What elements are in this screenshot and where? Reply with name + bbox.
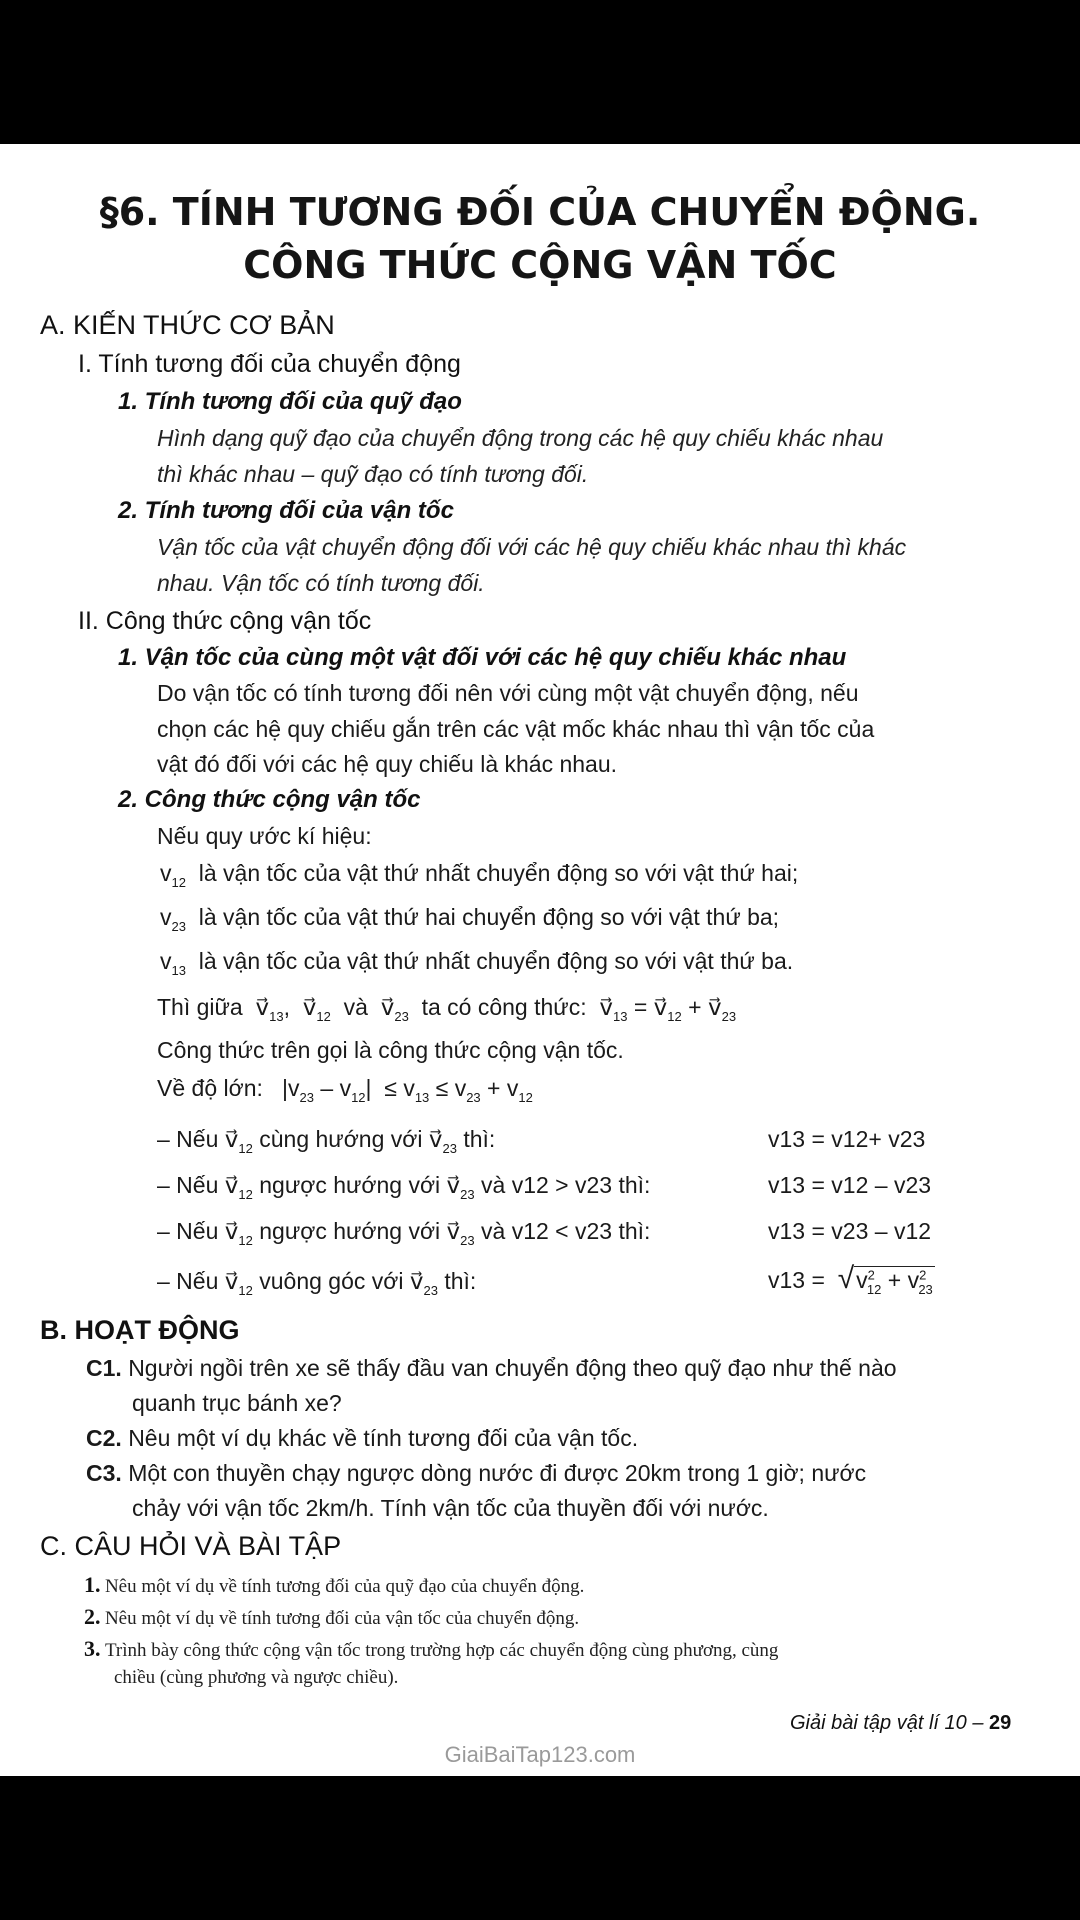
- paragraph-line: Công thức trên gọi là công thức cộng vận tốc.: [157, 1037, 624, 1063]
- section-a-ii-heading: II. Công thức cộng vận tốc: [78, 607, 372, 635]
- section-a-heading: A. KIẾN THỨC CƠ BẢN: [40, 310, 335, 340]
- v12-symbol: $v_{12}$: [160, 860, 186, 890]
- v13-symbol: $v_{13}$: [160, 948, 186, 978]
- case-result: v13 = v12+ v23: [768, 1126, 926, 1152]
- question-2: 2. Nêu một ví dụ về tính tương đối của vận tốc của chuyển động.: [84, 1604, 580, 1629]
- question-3: 3. Trình bày công thức cộng vận tốc trong trường hợp các chuyển động cùng phương, cùng: [84, 1636, 779, 1661]
- subheading-velocity: 2. Tính tương đối của vận tốc: [118, 497, 454, 524]
- paragraph-line: nhau. Vận tốc có tính tương đối.: [157, 570, 485, 596]
- page-number: 29: [989, 1712, 1012, 1734]
- paragraph-line: Vận tốc của vật chuyển động đối với các hệ quy chiếu khác nhau thì khác: [157, 534, 907, 560]
- page-title-line2: CÔNG THỨC CỘNG VẬN TỐC: [243, 243, 837, 287]
- subheading-velocity-addition: 2. Công thức cộng vận tốc: [118, 786, 421, 813]
- paragraph-line: chọn các hệ quy chiếu gắn trên các vật mốc khác nhau thì vận tốc của: [157, 716, 875, 742]
- sqrt-sign-icon: √: [837, 1262, 855, 1295]
- section-a-i-heading: I. Tính tương đối của chuyển động: [78, 350, 461, 378]
- paragraph-line: chiều (cùng phương và ngược chiều).: [114, 1667, 399, 1688]
- notation-v23: $v_{23}$ là vận tốc của vật thứ hai chuyển động so với vật thứ ba;: [160, 904, 780, 934]
- section-c-heading: C. CÂU HỎI VÀ BÀI TẬP: [40, 1531, 342, 1561]
- activity-c3: C3. Một con thuyền chạy ngược dòng nước đi được 20km trong 1 giờ; nước: [86, 1460, 867, 1486]
- vector-formula-line: Thì giữa $v⃗_{13}$, $v⃗_{12}$ và $v⃗_{23}$ ta có công thức: $v⃗_{13}$ = $v⃗_{12}$ + $v⃗_{23}$: [157, 994, 737, 1024]
- question-1: 1. Nêu một ví dụ về tính tương đối của quỹ đạo của chuyển động.: [84, 1572, 585, 1597]
- vector-addition-formula: $v⃗_{13}$ = $v⃗_{12}$ + $v⃗_{23}$: [599, 994, 737, 1024]
- page-footer: Giải bài tập vật lí 10 – 29: [790, 1712, 1012, 1734]
- subheading-same-object: 1. Vận tốc của cùng một vật đối với các hệ quy chiếu khác nhau: [118, 644, 847, 671]
- case-result: v13 = v12 – v23: [768, 1172, 932, 1198]
- paragraph-line: Hình dạng quỹ đạo của chuyển động trong các hệ quy chiếu khác nhau: [157, 425, 884, 451]
- case-result: v13 = v23 – v12: [768, 1218, 932, 1244]
- subheading-trajectory: 1. Tính tương đối của quỹ đạo: [118, 388, 462, 415]
- notation-v13: $v_{13}$ là vận tốc của vật thứ nhất chuyển động so với vật thứ ba.: [160, 948, 794, 978]
- notation-v12: $v_{12}$ là vận tốc của vật thứ nhất chuyển động so với vật thứ hai;: [160, 860, 799, 890]
- activity-c1: C1. Người ngồi trên xe sẽ thấy đầu van chuyển động theo quỹ đạo như thế nào: [86, 1355, 897, 1381]
- page-title-line1: §6. TÍNH TƯƠNG ĐỐI CỦA CHUYỂN ĐỘNG.: [99, 190, 981, 234]
- paragraph-line: quanh trục bánh xe?: [132, 1390, 342, 1416]
- paragraph-line: chảy với vận tốc 2km/h. Tính vận tốc của thuyền đối với nước.: [132, 1495, 769, 1521]
- activity-c2: C2. Nêu một ví dụ khác về tính tương đối của vận tốc.: [86, 1425, 639, 1451]
- v23-symbol: $v_{23}$: [160, 904, 186, 934]
- paragraph-line: vật đó đối với các hệ quy chiếu là khác nhau.: [157, 751, 618, 777]
- case-result-sqrt: $v13 = √v^2_{12} + v^2_{23}$: [768, 1262, 933, 1297]
- paragraph-line: thì khác nhau – quỹ đạo có tính tương đối.: [157, 461, 589, 487]
- case-row: – Nếu $v⃗_{12}$ vuông góc với $v⃗_{23}$ thì:: [157, 1268, 477, 1298]
- vector-v13: $v⃗_{13}$: [255, 994, 284, 1024]
- case-row: – Nếu $v⃗_{12}$ ngược hướng với $v⃗_{23}$ và v12 > v23 thì:: [157, 1172, 651, 1202]
- paragraph-line: Nếu quy ước kí hiệu:: [157, 823, 372, 849]
- case-row: – Nếu $v⃗_{12}$ cùng hướng với $v⃗_{23}$ thì:: [157, 1126, 496, 1156]
- paragraph-line: Do vận tốc có tính tương đối nên với cùng một vật chuyển động, nếu: [157, 680, 859, 706]
- vector-v12: $v⃗_{12}$: [302, 994, 331, 1024]
- magnitude-line: Về độ lớn: $|v_{23} - v_{12}| \le v_{13} \le v_{23} + v_{12}$: [157, 1075, 533, 1105]
- vector-v23: $v⃗_{23}$: [380, 994, 409, 1024]
- case-row: – Nếu $v⃗_{12}$ ngược hướng với $v⃗_{23}$ và v12 < v23 thì:: [157, 1218, 651, 1248]
- watermark: GiaiBaiTap123.com: [444, 1742, 636, 1767]
- magnitude-inequality: $|v_{23} - v_{12}| \le v_{13} \le v_{23} + v_{12}$: [282, 1075, 533, 1105]
- sqrt-radicand: $v^2_{12} + v^2_{23}$: [856, 1267, 933, 1297]
- section-b-heading: B. HOẠT ĐỘNG: [40, 1315, 240, 1345]
